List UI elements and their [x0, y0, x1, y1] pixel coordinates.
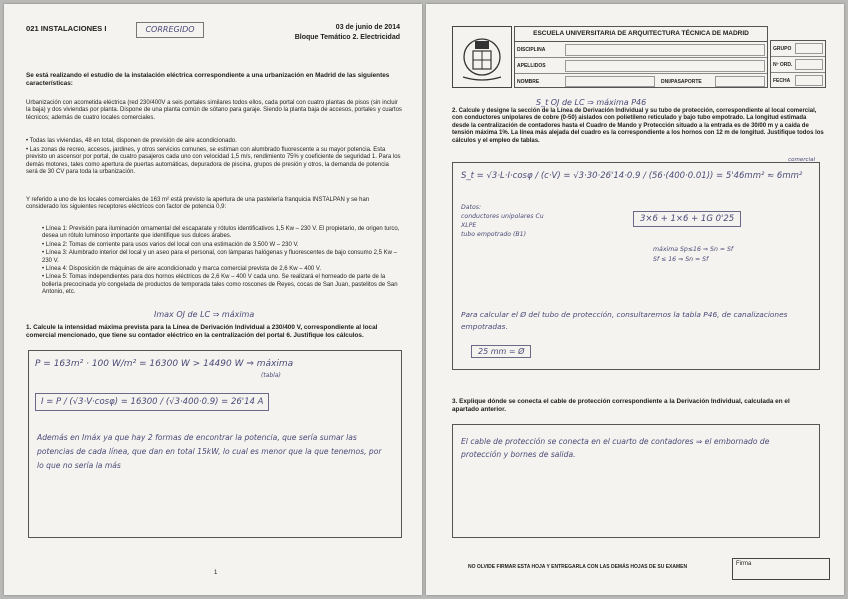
list-item: • Línea 4: Disposición de máquinas de aire acondicionado y marca comercial prevista de 2,6 Kw – 400 V.: [42, 266, 322, 273]
side-line: Sf ≤ 16 ⇒ Sn = Sf: [653, 256, 709, 263]
side-line: máxima Sp≤16 ⇒ Sn = Sf: [653, 246, 734, 253]
label-nombre: NOMBRE: [517, 79, 540, 85]
answer-box-2[interactable]: [452, 157, 820, 370]
orden-field[interactable]: [795, 59, 823, 70]
answer-1-table-note: (tabla): [261, 372, 281, 379]
paragraph-2: Y referido a uno de los locales comerciales de 163 m² está previsto la apertura de una pastelería franquicia INSTALPAN y se han considerado los siguientes receptores eléctricos con factor de potencia 0,9:: [26, 197, 370, 211]
label-orden: Nº ORD.: [773, 62, 793, 68]
school-name: ESCUELA UNIVERSITARIA DE ARQUITECTURA TÉCNICA DE MADRID: [515, 27, 767, 42]
answer-box-3[interactable]: [452, 424, 820, 538]
data-line: conductores unipolares Cu: [461, 213, 544, 220]
paragraph-1: Urbanización con acometida eléctrica (red 230/400V a seis portales similares todos ellos, cada portal con cuatro plantas de pisos (sin incluir la baja) y dos viviendas por planta. Dispone de una planta común de sótano para garaje. Siendo la planta baja de accesos, portales y cuartos técnicos; además de cuatro locales comerciales.: [26, 100, 402, 121]
block-title: Bloque Temático 2. Electricidad: [294, 34, 400, 41]
apellidos-field[interactable]: [565, 60, 765, 72]
footer-note: NO OLVIDE FIRMAR ESTA HOJA Y ENTREGARLA CON LAS DEMÁS HOJAS DE SU EXAMEN: [468, 564, 688, 570]
header-side-form: [770, 40, 826, 88]
question-2: 2. Calcule y designe la sección de la Línea de Derivación Individual y su tubo de protección, correspondiente al local comercial, con conductores unipolares de cobre (0-50) aislados con polietileno reticulado y bajo tubo empotrado. La longitud estimada desde la centralización de contadores hasta el Cuadro de Mando y Protección situado a la entrada es de 30/00 m y a caída de tensión máxima 1%. La línea más alejada del cuadro es la correspondiente a los hornos con 12 m de longitud. Justifique todos los cálculos y el empleo de tablas.: [452, 108, 824, 144]
university-logo: [452, 26, 512, 88]
list-item: • Línea 1: Previsión para iluminación ornamental del escaparate y rótulos identificativos 1,5 Kw – 230 V. El propietario, de origen turco, desea un rótulo luminoso importante que identifique sus dulces árabes.: [42, 226, 400, 240]
label-dni: DNI/PASAPORTE: [661, 79, 702, 85]
disciplina-field[interactable]: [565, 44, 765, 56]
course-title: 021 INSTALACIONES I: [26, 24, 107, 33]
answer-1-power: P = 163m² · 100 W/m² = 16300 W > 14490 W ⇒ máxima: [35, 359, 294, 369]
corrected-stamp: CORREGIDO: [136, 22, 204, 38]
bullet-viviendas: • Todas las viviendas, 48 en total, disponen de previsión de aire acondicionado.: [26, 138, 237, 144]
handwritten-heading: S_t OJ de LC ⇒ máxima P46: [536, 98, 647, 107]
answer-1-formula: I = P / (√3·V·cosφ) = 16300 / (√3·400·0.9) = 26'14 A: [35, 393, 269, 411]
grupo-field[interactable]: [795, 43, 823, 54]
dni-field[interactable]: [715, 76, 765, 87]
label-apellidos: APELLIDOS: [517, 63, 546, 69]
answer-1-text: Además en Imáx ya que hay 2 formas de encontrar la potencia, que sería sumar las potencias de cada línea, que dan en total 15kW, lo cual es menor que la que tenemos, por lo que no sería la más: [37, 433, 382, 470]
answer-2-text: Para calcular el Ø del tubo de protección, consultaremos la tabla P46, de canalizaciones empotradas.: [461, 310, 788, 331]
intro-text: Se está realizando el estudio de la instalación eléctrica correspondiente a una urbanización en Madrid de las siguientes características:: [26, 72, 390, 87]
exam-page-left: [4, 4, 422, 595]
nombre-field[interactable]: [565, 76, 655, 87]
label-disciplina: DISCIPLINA: [517, 47, 546, 53]
page-number: 1: [214, 570, 218, 576]
label-fecha: FECHA: [773, 78, 791, 84]
lines-list: [42, 226, 402, 298]
answer-3-text: El cable de protección se conecta en el cuarto de contadores ⇒ el embornado de protección y bornes de salida.: [461, 437, 770, 459]
question-3: 3. Explique dónde se conecta el cable de protección correspondiente a la Derivación Individual, calculada en el apartado anterior.: [452, 398, 790, 413]
list-item: • Línea 3: Alumbrado interior del local y un aseo para el personal, con lámparas halógenas y fluorescentes de bajo consumo 2,5 Kw – 230 V.: [42, 250, 397, 264]
answer-2-section-box: 3×6 + 1×6 + 1G 0'25: [633, 211, 741, 227]
label-grupo: GRUPO: [773, 46, 792, 52]
header-form: [514, 26, 768, 88]
data-line: Datos:: [461, 204, 482, 211]
answer-2-side: [653, 245, 733, 265]
answer-2-data: [461, 203, 544, 239]
bullet-zonas: • Las zonas de recreo, accesos, jardines, y otros servicios comunes, se estiman con alumbrado fluorescente a su mayor potencia. Esta previsto un ascensor por portal, de cuatro pasajeros cada uno con velocidad 1,5 m/s, rendimiento 75% y coeficiente de seguridad 1. Para los demás motores, tales como apertura de puertas automáticas, depuradora de piscina, grupos de presión y otros, la demanda de potencia será de 30 CV para toda la urbanización.: [26, 147, 401, 176]
handwritten-note: Imax OJ de LC ⇒ máxima: [154, 310, 255, 319]
answer-box-1[interactable]: [28, 350, 402, 538]
answer-2-tube: 25 mm = Ø: [471, 345, 531, 358]
crest-icon: [453, 27, 511, 87]
answer-2-note: comercial: [788, 157, 815, 163]
signature-box[interactable]: [732, 558, 830, 580]
data-line: XLPE: [461, 222, 477, 229]
exam-date: 03 de junio de 2014: [335, 24, 400, 31]
signature-label: Firma: [736, 561, 752, 567]
data-line: tubo empotrado (B1): [461, 231, 527, 238]
list-item: • Línea 2: Tomas de corriente para usos varios del local con una estimación de 3.500 W – 230 V.: [42, 241, 299, 248]
answer-2-formula: S_t = √3·L·I·cosφ / (c·V) = √3·30·26'14·0.9 / (56·(400·0.01)) = 5'46mm² ≈ 6mm²: [461, 171, 803, 181]
fecha-field[interactable]: [795, 75, 823, 86]
list-item: • Línea 5: Tomas independientes para dos hornos eléctricos de 2,6 Kw – 400 V cada uno. Se realizará el horneado de parte de la bollería precocinada y/o congelada de productos de temporada tales como roscones de Reyes, cocas de San Juan, pastelitos de San Antonio, etc.: [42, 274, 398, 296]
exam-page-right: [426, 4, 844, 595]
question-1: 1. Calcule la intensidad máxima prevista para la Línea de Derivación Individual a 230/400 V, correspondiente al local comercial mencionado, que tiene su contador eléctrico en la centralización del portal 6. Justifique los cálculos.: [26, 324, 378, 339]
